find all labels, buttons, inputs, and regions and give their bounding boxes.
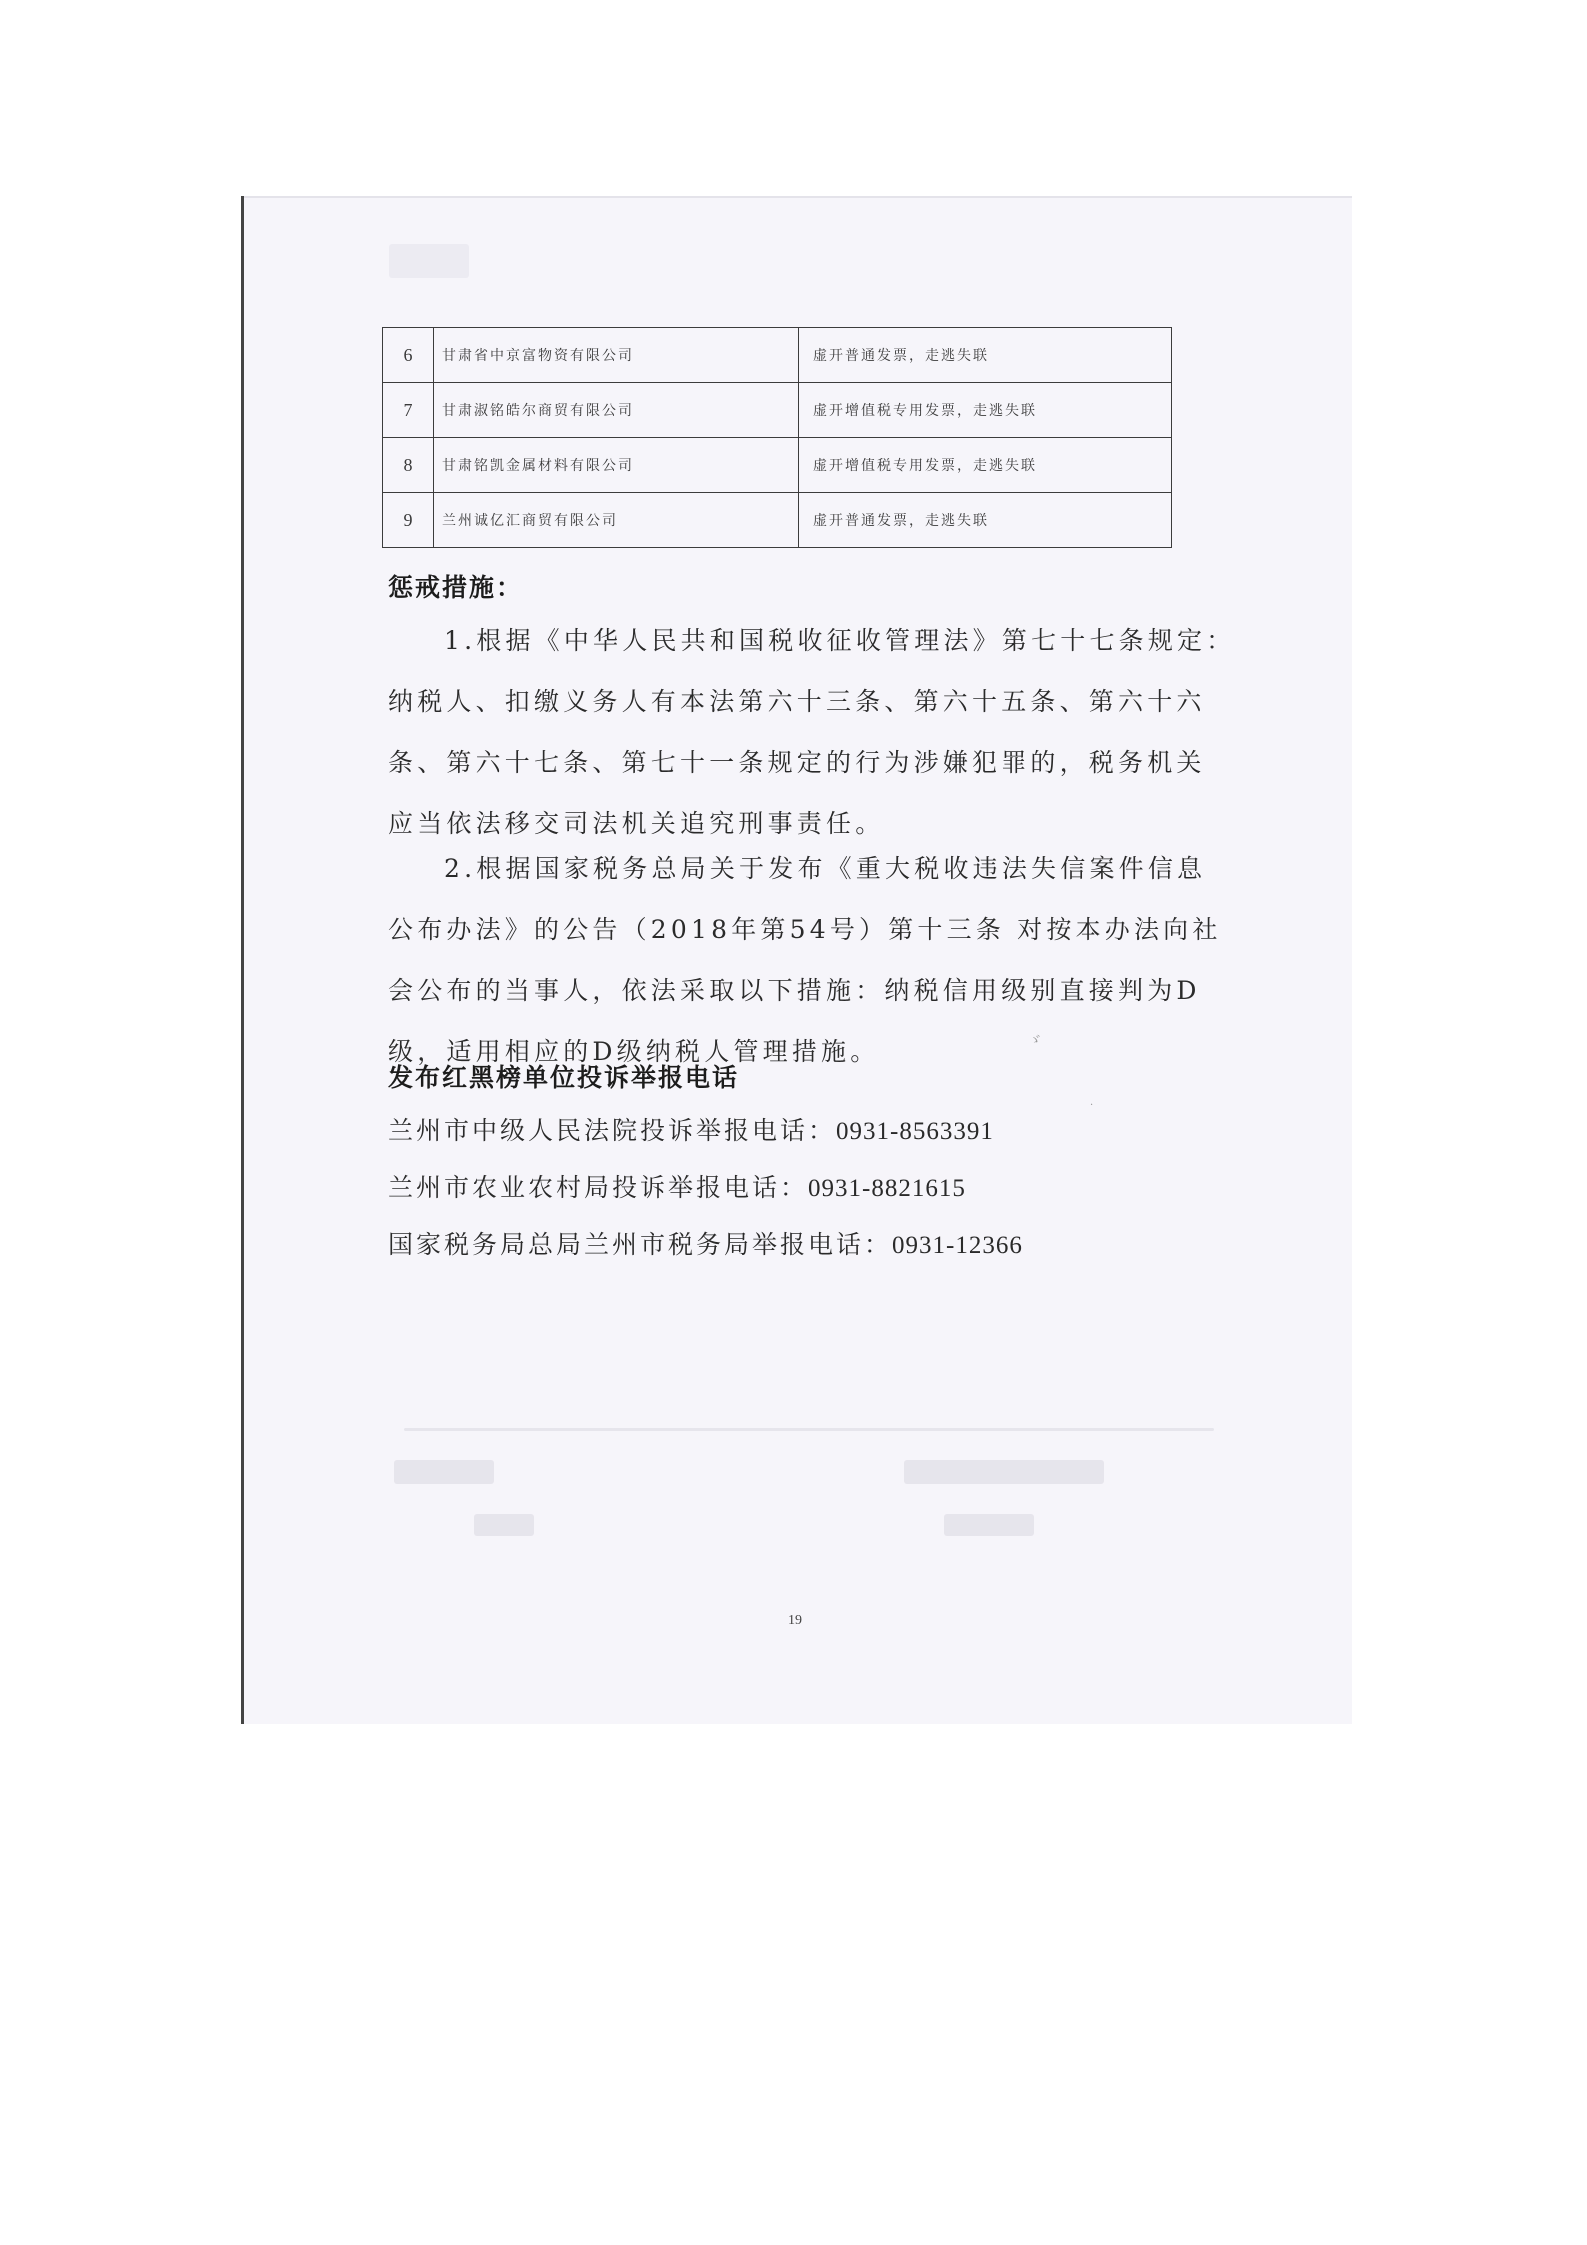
paragraph-line: 会公布的当事人，依法采取以下措施：纳税信用级别直接判为D [388,976,1201,1005]
row-number: 6 [383,328,434,383]
violation-desc: 虚开增值税专用发票，走逃失联 [799,383,1172,438]
table-row [383,438,1172,493]
company-name: 兰州诚亿汇商贸有限公司 [434,493,799,548]
violation-table [382,327,1172,548]
paragraph-line: 级，适用相应的D级纳税人管理措施。 [388,1037,880,1066]
paragraph-line: 2.根据国家税务总局关于发布《重大税收违法失信案件信息 [444,854,1207,883]
table-row [383,328,1172,383]
violation-desc: 虚开普通发票，走逃失联 [799,493,1172,548]
row-number: 7 [383,383,434,438]
hotline-heading: 发布红黑榜单位投诉举报电话 [388,1063,740,1092]
company-name: 甘肃铭凯金属材料有限公司 [434,438,799,493]
hotline-item [388,1111,994,1147]
scan-speck: · [1090,1100,1094,1111]
bleed-through-block [474,1514,534,1536]
paragraph-line: 应当依法移交司法机关追究刑事责任。 [388,809,885,838]
paragraph-line: 公布办法》的公告（2018年第54号）第十三条 对按本办法向社 [388,915,1222,944]
table-row [383,493,1172,548]
hotline-number: 0931-12366 [892,1232,1023,1259]
punishment-paragraph-2 [388,838,1222,1082]
bleed-through-mark [389,244,469,278]
paragraph-line: 条、第六十七条、第七十一条规定的行为涉嫌犯罪的，税务机关 [388,748,1206,777]
hotline-label: 兰州市农业农村局投诉举报电话： [388,1173,809,1202]
row-number: 8 [383,438,434,493]
bleed-through-block [394,1460,494,1484]
hotline-number: 0931-8563391 [836,1118,994,1145]
scan-speck: ゞ [1028,1033,1042,1049]
bleed-through-block [944,1514,1034,1536]
bleed-through-line [404,1428,1214,1431]
hotline-label: 兰州市中级人民法院投诉举报电话： [388,1116,837,1145]
company-name: 甘肃省中京富物资有限公司 [434,328,799,383]
punishment-heading: 惩戒措施： [388,573,524,602]
hotline-item [388,1225,1023,1261]
hotline-item [388,1168,966,1204]
paragraph-line: 纳税人、扣缴义务人有本法第六十三条、第六十五条、第六十六 [388,687,1206,716]
bleed-through-block [904,1460,1104,1484]
table-row [383,383,1172,438]
punishment-paragraph-1 [388,610,1236,854]
hotline-label: 国家税务局总局兰州市税务局举报电话： [388,1230,893,1259]
company-name: 甘肃淑铭皓尔商贸有限公司 [434,383,799,438]
violation-desc: 虚开普通发票，走逃失联 [799,328,1172,383]
page-edge [244,196,1352,198]
row-number: 9 [383,493,434,548]
page-number: 19 [788,1613,802,1628]
paragraph-line: 1.根据《中华人民共和国税收征收管理法》第七十七条规定： [444,626,1236,655]
violation-desc: 虚开增值税专用发票，走逃失联 [799,438,1172,493]
hotline-number: 0931-8821615 [808,1175,966,1202]
